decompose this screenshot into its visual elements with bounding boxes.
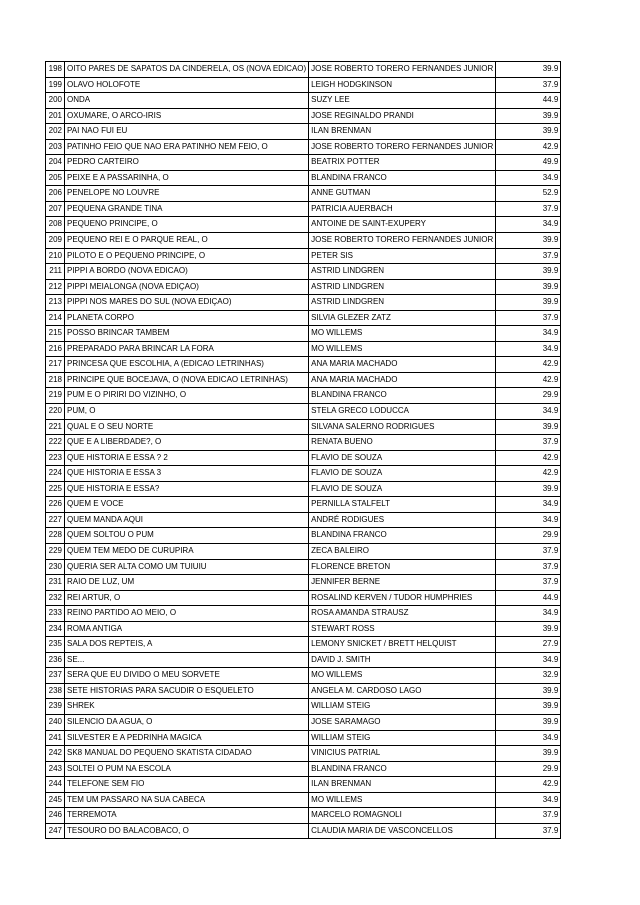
- author-cell: JOSE ROBERTO TORERO FERNANDES JUNIOR: [309, 62, 496, 78]
- table-row: [46, 606, 561, 622]
- title-cell: POSSO BRINCAR TAMBEM: [65, 326, 309, 342]
- table-row: [46, 792, 561, 808]
- price-cell: 44.9: [496, 93, 561, 109]
- row-number-cell: 235: [46, 637, 65, 653]
- title-cell: TEM UM PASSARO NA SUA CABECA: [65, 792, 309, 808]
- title-cell: PLANETA CORPO: [65, 310, 309, 326]
- title-cell: OLAVO HOLOFOTE: [65, 77, 309, 93]
- price-cell: 37.9: [496, 435, 561, 451]
- title-cell: RAIO DE LUZ, UM: [65, 575, 309, 591]
- title-cell: QUEM SOLTOU O PUM: [65, 528, 309, 544]
- row-number-cell: 214: [46, 310, 65, 326]
- title-cell: SE...: [65, 652, 309, 668]
- author-cell: WILLIAM STEIG: [309, 730, 496, 746]
- table-row: [46, 93, 561, 109]
- table-row: [46, 699, 561, 715]
- author-cell: ROSA AMANDA STRAUSZ: [309, 606, 496, 622]
- title-cell: SILENCIO DA AGUA, O: [65, 714, 309, 730]
- row-number-cell: 240: [46, 714, 65, 730]
- row-number-cell: 206: [46, 186, 65, 202]
- price-cell: 37.9: [496, 543, 561, 559]
- author-cell: BLANDINA FRANCO: [309, 528, 496, 544]
- row-number-cell: 233: [46, 606, 65, 622]
- title-cell: PENELOPE NO LOUVRE: [65, 186, 309, 202]
- title-cell: PEIXE E A PASSARINHA, O: [65, 170, 309, 186]
- title-cell: SK8 MANUAL DO PEQUENO SKATISTA CIDADAO: [65, 746, 309, 762]
- title-cell: QUE E A LIBERDADE?, O: [65, 435, 309, 451]
- row-number-cell: 229: [46, 543, 65, 559]
- table-body: [46, 62, 561, 839]
- price-cell: 42.9: [496, 372, 561, 388]
- table-row: [46, 186, 561, 202]
- author-cell: ANGELA M. CARDOSO LAGO: [309, 683, 496, 699]
- row-number-cell: 244: [46, 777, 65, 793]
- author-cell: ASTRID LINDGREN: [309, 279, 496, 295]
- table-row: [46, 388, 561, 404]
- author-cell: ROSALIND KERVEN / TUDOR HUMPHRIES: [309, 590, 496, 606]
- title-cell: SHREK: [65, 699, 309, 715]
- table-row: [46, 357, 561, 373]
- author-cell: ILAN BRENMAN: [309, 124, 496, 140]
- price-cell: 39.9: [496, 233, 561, 249]
- row-number-cell: 201: [46, 108, 65, 124]
- table-row: [46, 139, 561, 155]
- author-cell: SUZY LEE: [309, 93, 496, 109]
- title-cell: PEQUENA GRANDE TINA: [65, 201, 309, 217]
- table-row: [46, 808, 561, 824]
- price-cell: 42.9: [496, 139, 561, 155]
- title-cell: REINO PARTIDO AO MEIO, O: [65, 606, 309, 622]
- title-cell: QUE HISTORIA E ESSA ? 2: [65, 450, 309, 466]
- row-number-cell: 239: [46, 699, 65, 715]
- title-cell: PAI NAO FUI EU: [65, 124, 309, 140]
- book-price-table: [45, 61, 561, 839]
- title-cell: QUEM MANDA AQUI: [65, 512, 309, 528]
- title-cell: QUERIA SER ALTA COMO UM TUIUIU: [65, 559, 309, 575]
- author-cell: FLORENCE BRETON: [309, 559, 496, 575]
- price-cell: 29.9: [496, 528, 561, 544]
- title-cell: SERA QUE EU DIVIDO O MEU SORVETE: [65, 668, 309, 684]
- price-cell: 39.9: [496, 714, 561, 730]
- price-cell: 42.9: [496, 466, 561, 482]
- table-row: [46, 279, 561, 295]
- author-cell: JENNIFER BERNE: [309, 575, 496, 591]
- table-row: [46, 341, 561, 357]
- table-row: [46, 233, 561, 249]
- row-number-cell: 245: [46, 792, 65, 808]
- row-number-cell: 200: [46, 93, 65, 109]
- table-row: [46, 590, 561, 606]
- row-number-cell: 236: [46, 652, 65, 668]
- price-cell: 39.9: [496, 279, 561, 295]
- author-cell: VINICIUS PATRIAL: [309, 746, 496, 762]
- author-cell: MO WILLEMS: [309, 668, 496, 684]
- row-number-cell: 205: [46, 170, 65, 186]
- table-row: [46, 155, 561, 171]
- author-cell: MARCELO ROMAGNOLI: [309, 808, 496, 824]
- title-cell: PIPPI NOS MARES DO SUL (NOVA EDIÇAO): [65, 295, 309, 311]
- author-cell: ANA MARIA MACHADO: [309, 357, 496, 373]
- table-row: [46, 108, 561, 124]
- price-cell: 52.9: [496, 186, 561, 202]
- price-cell: 39.9: [496, 746, 561, 762]
- table-row: [46, 528, 561, 544]
- author-cell: STEWART ROSS: [309, 621, 496, 637]
- author-cell: JOSE ROBERTO TORERO FERNANDES JUNIOR: [309, 139, 496, 155]
- title-cell: PIPPI MEIALONGA (NOVA EDIÇAO): [65, 279, 309, 295]
- title-cell: PEQUENO REI E O PARQUE REAL, O: [65, 233, 309, 249]
- row-number-cell: 222: [46, 435, 65, 451]
- author-cell: JOSE ROBERTO TORERO FERNANDES JUNIOR: [309, 233, 496, 249]
- author-cell: LEIGH HODGKINSON: [309, 77, 496, 93]
- price-cell: 34.9: [496, 512, 561, 528]
- table-row: [46, 714, 561, 730]
- price-cell: 27.9: [496, 637, 561, 653]
- table-row: [46, 761, 561, 777]
- title-cell: PUM E O PIRIRI DO VIZINHO, O: [65, 388, 309, 404]
- row-number-cell: 220: [46, 404, 65, 420]
- author-cell: PATRICIA AUERBACH: [309, 201, 496, 217]
- title-cell: QUE HISTORIA E ESSA?: [65, 481, 309, 497]
- price-cell: 34.9: [496, 404, 561, 420]
- author-cell: ZECA BALEIRO: [309, 543, 496, 559]
- price-cell: 39.9: [496, 419, 561, 435]
- row-number-cell: 232: [46, 590, 65, 606]
- table-row: [46, 201, 561, 217]
- author-cell: STELA GRECO LODUCCA: [309, 404, 496, 420]
- price-cell: 39.9: [496, 621, 561, 637]
- author-cell: ANA MARIA MACHADO: [309, 372, 496, 388]
- author-cell: SILVANA SALERNO RODRIGUES: [309, 419, 496, 435]
- table-row: [46, 497, 561, 513]
- price-cell: 42.9: [496, 357, 561, 373]
- title-cell: OITO PARES DE SAPATOS DA CINDERELA, OS (NOVA EDICAO): [65, 62, 309, 78]
- table-row: [46, 823, 561, 839]
- row-number-cell: 204: [46, 155, 65, 171]
- title-cell: OXUMARE, O ARCO-IRIS: [65, 108, 309, 124]
- author-cell: CLAUDIA MARIA DE VASCONCELLOS: [309, 823, 496, 839]
- table-row: [46, 512, 561, 528]
- title-cell: SALA DOS REPTEIS, A: [65, 637, 309, 653]
- author-cell: ANNE GUTMAN: [309, 186, 496, 202]
- price-cell: 44.9: [496, 590, 561, 606]
- table-row: [46, 466, 561, 482]
- price-cell: 37.9: [496, 823, 561, 839]
- table-row: [46, 543, 561, 559]
- title-cell: ONDA: [65, 93, 309, 109]
- price-cell: 39.9: [496, 295, 561, 311]
- row-number-cell: 221: [46, 419, 65, 435]
- author-cell: BLANDINA FRANCO: [309, 761, 496, 777]
- table-row: [46, 637, 561, 653]
- price-cell: 37.9: [496, 201, 561, 217]
- table-row: [46, 777, 561, 793]
- row-number-cell: 242: [46, 746, 65, 762]
- price-cell: 34.9: [496, 606, 561, 622]
- title-cell: PIPPI A BORDO (NOVA EDICAO): [65, 264, 309, 280]
- price-cell: 29.9: [496, 388, 561, 404]
- row-number-cell: 211: [46, 264, 65, 280]
- price-cell: 49.9: [496, 155, 561, 171]
- author-cell: ANDRÉ RODIGUES: [309, 512, 496, 528]
- price-cell: 39.9: [496, 683, 561, 699]
- row-number-cell: 238: [46, 683, 65, 699]
- row-number-cell: 226: [46, 497, 65, 513]
- author-cell: DAVID J. SMITH: [309, 652, 496, 668]
- title-cell: QUAL E O SEU NORTE: [65, 419, 309, 435]
- author-cell: JOSE REGINALDO PRANDI: [309, 108, 496, 124]
- author-cell: ANTOINE DE SAINT-EXUPERY: [309, 217, 496, 233]
- row-number-cell: 218: [46, 372, 65, 388]
- row-number-cell: 213: [46, 295, 65, 311]
- title-cell: REI ARTUR, O: [65, 590, 309, 606]
- table-row: [46, 404, 561, 420]
- title-cell: PILOTO E O PEQUENO PRINCIPE, O: [65, 248, 309, 264]
- table-row: [46, 683, 561, 699]
- author-cell: BLANDINA FRANCO: [309, 388, 496, 404]
- author-cell: ILAN BRENMAN: [309, 777, 496, 793]
- price-cell: 34.9: [496, 730, 561, 746]
- table-row: [46, 62, 561, 78]
- price-cell: 37.9: [496, 310, 561, 326]
- title-cell: PRINCIPE QUE BOCEJAVA, O (NOVA EDICAO LETRINHAS): [65, 372, 309, 388]
- title-cell: PATINHO FEIO QUE NAO ERA PATINHO NEM FEIO, O: [65, 139, 309, 155]
- row-number-cell: 230: [46, 559, 65, 575]
- table-row: [46, 419, 561, 435]
- row-number-cell: 224: [46, 466, 65, 482]
- table-row: [46, 481, 561, 497]
- price-cell: 39.9: [496, 108, 561, 124]
- price-cell: 39.9: [496, 481, 561, 497]
- title-cell: SOLTEI O PUM NA ESCOLA: [65, 761, 309, 777]
- price-cell: 42.9: [496, 450, 561, 466]
- row-number-cell: 215: [46, 326, 65, 342]
- table-row: [46, 372, 561, 388]
- author-cell: PETER SIS: [309, 248, 496, 264]
- table-row: [46, 575, 561, 591]
- row-number-cell: 219: [46, 388, 65, 404]
- price-cell: 37.9: [496, 77, 561, 93]
- table-row: [46, 77, 561, 93]
- row-number-cell: 212: [46, 279, 65, 295]
- author-cell: SILVIA GLEZER ZATZ: [309, 310, 496, 326]
- author-cell: ASTRID LINDGREN: [309, 264, 496, 280]
- row-number-cell: 223: [46, 450, 65, 466]
- price-cell: 37.9: [496, 248, 561, 264]
- table-row: [46, 295, 561, 311]
- row-number-cell: 228: [46, 528, 65, 544]
- title-cell: TESOURO DO BALACOBACO, O: [65, 823, 309, 839]
- price-cell: 34.9: [496, 652, 561, 668]
- row-number-cell: 225: [46, 481, 65, 497]
- row-number-cell: 216: [46, 341, 65, 357]
- author-cell: FLAVIO DE SOUZA: [309, 450, 496, 466]
- price-cell: 34.9: [496, 497, 561, 513]
- row-number-cell: 208: [46, 217, 65, 233]
- row-number-cell: 210: [46, 248, 65, 264]
- author-cell: PERNILLA STALFELT: [309, 497, 496, 513]
- price-cell: 42.9: [496, 777, 561, 793]
- price-cell: 39.9: [496, 699, 561, 715]
- row-number-cell: 243: [46, 761, 65, 777]
- author-cell: WILLIAM STEIG: [309, 699, 496, 715]
- price-cell: 32.9: [496, 668, 561, 684]
- price-cell: 37.9: [496, 808, 561, 824]
- price-cell: 34.9: [496, 170, 561, 186]
- price-cell: 34.9: [496, 326, 561, 342]
- title-cell: PRINCESA QUE ESCOLHIA, A (EDICAO LETRINHAS): [65, 357, 309, 373]
- table-row: [46, 217, 561, 233]
- table-row: [46, 435, 561, 451]
- price-cell: 39.9: [496, 62, 561, 78]
- price-cell: 39.9: [496, 124, 561, 140]
- row-number-cell: 207: [46, 201, 65, 217]
- row-number-cell: 246: [46, 808, 65, 824]
- row-number-cell: 217: [46, 357, 65, 373]
- title-cell: TERREMOTA: [65, 808, 309, 824]
- table-row: [46, 746, 561, 762]
- row-number-cell: 247: [46, 823, 65, 839]
- table-row: [46, 652, 561, 668]
- row-number-cell: 237: [46, 668, 65, 684]
- author-cell: LEMONY SNICKET / BRETT HELQUIST: [309, 637, 496, 653]
- table-row: [46, 730, 561, 746]
- author-cell: FLAVIO DE SOUZA: [309, 466, 496, 482]
- table-row: [46, 170, 561, 186]
- price-cell: 34.9: [496, 217, 561, 233]
- table-row: [46, 450, 561, 466]
- table-row: [46, 264, 561, 280]
- title-cell: SETE HISTORIAS PARA SACUDIR O ESQUELETO: [65, 683, 309, 699]
- author-cell: MO WILLEMS: [309, 326, 496, 342]
- table-row: [46, 124, 561, 140]
- table-row: [46, 310, 561, 326]
- title-cell: QUE HISTORIA E ESSA 3: [65, 466, 309, 482]
- price-cell: 34.9: [496, 792, 561, 808]
- author-cell: BLANDINA FRANCO: [309, 170, 496, 186]
- row-number-cell: 227: [46, 512, 65, 528]
- author-cell: ASTRID LINDGREN: [309, 295, 496, 311]
- author-cell: BEATRIX POTTER: [309, 155, 496, 171]
- title-cell: PUM, O: [65, 404, 309, 420]
- author-cell: JOSE SARAMAGO: [309, 714, 496, 730]
- table-row: [46, 668, 561, 684]
- title-cell: ROMA ANTIGA: [65, 621, 309, 637]
- title-cell: QUEM E VOCE: [65, 497, 309, 513]
- row-number-cell: 231: [46, 575, 65, 591]
- row-number-cell: 202: [46, 124, 65, 140]
- table-row: [46, 559, 561, 575]
- title-cell: PEDRO CARTEIRO: [65, 155, 309, 171]
- table-row: [46, 621, 561, 637]
- author-cell: MO WILLEMS: [309, 792, 496, 808]
- author-cell: MO WILLEMS: [309, 341, 496, 357]
- price-cell: 39.9: [496, 264, 561, 280]
- price-cell: 37.9: [496, 575, 561, 591]
- title-cell: TELEFONE SEM FIO: [65, 777, 309, 793]
- row-number-cell: 241: [46, 730, 65, 746]
- row-number-cell: 209: [46, 233, 65, 249]
- row-number-cell: 234: [46, 621, 65, 637]
- row-number-cell: 203: [46, 139, 65, 155]
- table-row: [46, 248, 561, 264]
- price-cell: 34.9: [496, 341, 561, 357]
- row-number-cell: 199: [46, 77, 65, 93]
- title-cell: SILVESTER E A PEDRINHA MAGICA: [65, 730, 309, 746]
- table-row: [46, 326, 561, 342]
- author-cell: FLAVIO DE SOUZA: [309, 481, 496, 497]
- row-number-cell: 198: [46, 62, 65, 78]
- price-cell: 37.9: [496, 559, 561, 575]
- price-cell: 29.9: [496, 761, 561, 777]
- title-cell: QUEM TEM MEDO DE CURUPIRA: [65, 543, 309, 559]
- title-cell: PEQUENO PRINCIPE, O: [65, 217, 309, 233]
- title-cell: PREPARADO PARA BRINCAR LA FORA: [65, 341, 309, 357]
- author-cell: RENATA BUENO: [309, 435, 496, 451]
